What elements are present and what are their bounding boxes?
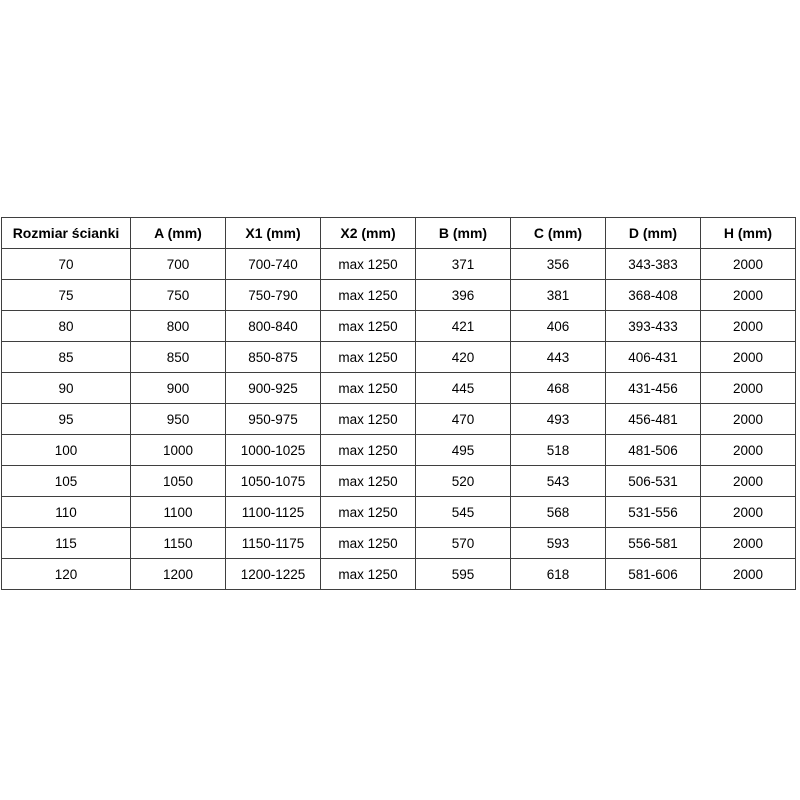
column-header: H (mm) bbox=[701, 218, 796, 249]
table-cell: 950-975 bbox=[226, 404, 321, 435]
table-cell: 393-433 bbox=[606, 311, 701, 342]
column-header: Rozmiar ścianki bbox=[2, 218, 131, 249]
column-header: A (mm) bbox=[131, 218, 226, 249]
table-cell: 850-875 bbox=[226, 342, 321, 373]
table-cell: 700 bbox=[131, 249, 226, 280]
table-cell: 495 bbox=[416, 435, 511, 466]
column-header: B (mm) bbox=[416, 218, 511, 249]
table-cell: 443 bbox=[511, 342, 606, 373]
table-cell: 1200 bbox=[131, 559, 226, 590]
table-cell: 343-383 bbox=[606, 249, 701, 280]
table-cell: 120 bbox=[2, 559, 131, 590]
table-cell: 75 bbox=[2, 280, 131, 311]
table-row bbox=[2, 342, 796, 373]
table-header bbox=[2, 218, 796, 249]
table-cell: 115 bbox=[2, 528, 131, 559]
table-cell: 70 bbox=[2, 249, 131, 280]
table-cell: 700-740 bbox=[226, 249, 321, 280]
table-cell: 1150-1175 bbox=[226, 528, 321, 559]
column-header: X1 (mm) bbox=[226, 218, 321, 249]
table-cell: 545 bbox=[416, 497, 511, 528]
table-cell: 593 bbox=[511, 528, 606, 559]
table-cell: 1100-1125 bbox=[226, 497, 321, 528]
table-row bbox=[2, 559, 796, 590]
table-cell: 1000-1025 bbox=[226, 435, 321, 466]
table-cell: 2000 bbox=[701, 528, 796, 559]
table-cell: 396 bbox=[416, 280, 511, 311]
table-cell: 800 bbox=[131, 311, 226, 342]
table-cell: 543 bbox=[511, 466, 606, 497]
table-cell: 800-840 bbox=[226, 311, 321, 342]
table-cell: 900-925 bbox=[226, 373, 321, 404]
table-cell: 468 bbox=[511, 373, 606, 404]
table-cell: max 1250 bbox=[321, 249, 416, 280]
table-row bbox=[2, 280, 796, 311]
table-cell: 493 bbox=[511, 404, 606, 435]
table-cell: 531-556 bbox=[606, 497, 701, 528]
table-cell: 381 bbox=[511, 280, 606, 311]
table-cell: max 1250 bbox=[321, 559, 416, 590]
table-cell: 420 bbox=[416, 342, 511, 373]
table-cell: 2000 bbox=[701, 280, 796, 311]
table-row bbox=[2, 311, 796, 342]
table-cell: max 1250 bbox=[321, 435, 416, 466]
table-cell: 481-506 bbox=[606, 435, 701, 466]
table-cell: 470 bbox=[416, 404, 511, 435]
table-cell: 85 bbox=[2, 342, 131, 373]
table-cell: 618 bbox=[511, 559, 606, 590]
table-cell: 750-790 bbox=[226, 280, 321, 311]
table-cell: 568 bbox=[511, 497, 606, 528]
table-cell: 518 bbox=[511, 435, 606, 466]
table-cell: 356 bbox=[511, 249, 606, 280]
table-cell: 520 bbox=[416, 466, 511, 497]
table-cell: 1100 bbox=[131, 497, 226, 528]
table-cell: 95 bbox=[2, 404, 131, 435]
table-body bbox=[2, 249, 796, 590]
table-cell: 90 bbox=[2, 373, 131, 404]
table-cell: 750 bbox=[131, 280, 226, 311]
table-cell: 431-456 bbox=[606, 373, 701, 404]
table-cell: 2000 bbox=[701, 497, 796, 528]
table-row bbox=[2, 466, 796, 497]
dimensions-table bbox=[1, 217, 796, 590]
table-cell: max 1250 bbox=[321, 373, 416, 404]
table-cell: 1200-1225 bbox=[226, 559, 321, 590]
table-cell: 368-408 bbox=[606, 280, 701, 311]
table-row bbox=[2, 404, 796, 435]
table-cell: 556-581 bbox=[606, 528, 701, 559]
table-cell: 371 bbox=[416, 249, 511, 280]
table-cell: 1050 bbox=[131, 466, 226, 497]
table-cell: max 1250 bbox=[321, 280, 416, 311]
table-cell: 2000 bbox=[701, 249, 796, 280]
table-cell: 2000 bbox=[701, 311, 796, 342]
table-cell: 421 bbox=[416, 311, 511, 342]
table-row bbox=[2, 373, 796, 404]
column-header: D (mm) bbox=[606, 218, 701, 249]
table-cell: max 1250 bbox=[321, 466, 416, 497]
table-cell: 110 bbox=[2, 497, 131, 528]
table-cell: 1000 bbox=[131, 435, 226, 466]
table-cell: max 1250 bbox=[321, 497, 416, 528]
table-cell: 456-481 bbox=[606, 404, 701, 435]
table-cell: max 1250 bbox=[321, 342, 416, 373]
header-row bbox=[2, 218, 796, 249]
table-row bbox=[2, 435, 796, 466]
table-cell: 581-606 bbox=[606, 559, 701, 590]
table-cell: 2000 bbox=[701, 559, 796, 590]
table-cell: 850 bbox=[131, 342, 226, 373]
table-row bbox=[2, 528, 796, 559]
table-cell: 105 bbox=[2, 466, 131, 497]
table-cell: 1150 bbox=[131, 528, 226, 559]
table-cell: 80 bbox=[2, 311, 131, 342]
table-cell: max 1250 bbox=[321, 528, 416, 559]
table-cell: 950 bbox=[131, 404, 226, 435]
table-cell: 506-531 bbox=[606, 466, 701, 497]
table-cell: 595 bbox=[416, 559, 511, 590]
table-row bbox=[2, 497, 796, 528]
table-cell: 406 bbox=[511, 311, 606, 342]
table-cell: 900 bbox=[131, 373, 226, 404]
table-cell: 2000 bbox=[701, 404, 796, 435]
table-cell: 406-431 bbox=[606, 342, 701, 373]
table-cell: 2000 bbox=[701, 435, 796, 466]
table-cell: 1050-1075 bbox=[226, 466, 321, 497]
table-cell: 445 bbox=[416, 373, 511, 404]
table-row bbox=[2, 249, 796, 280]
table-cell: max 1250 bbox=[321, 311, 416, 342]
column-header: X2 (mm) bbox=[321, 218, 416, 249]
table-cell: 2000 bbox=[701, 466, 796, 497]
table-cell: 2000 bbox=[701, 342, 796, 373]
table-cell: 570 bbox=[416, 528, 511, 559]
table-cell: 2000 bbox=[701, 373, 796, 404]
table-cell: 100 bbox=[2, 435, 131, 466]
column-header: C (mm) bbox=[511, 218, 606, 249]
table-cell: max 1250 bbox=[321, 404, 416, 435]
